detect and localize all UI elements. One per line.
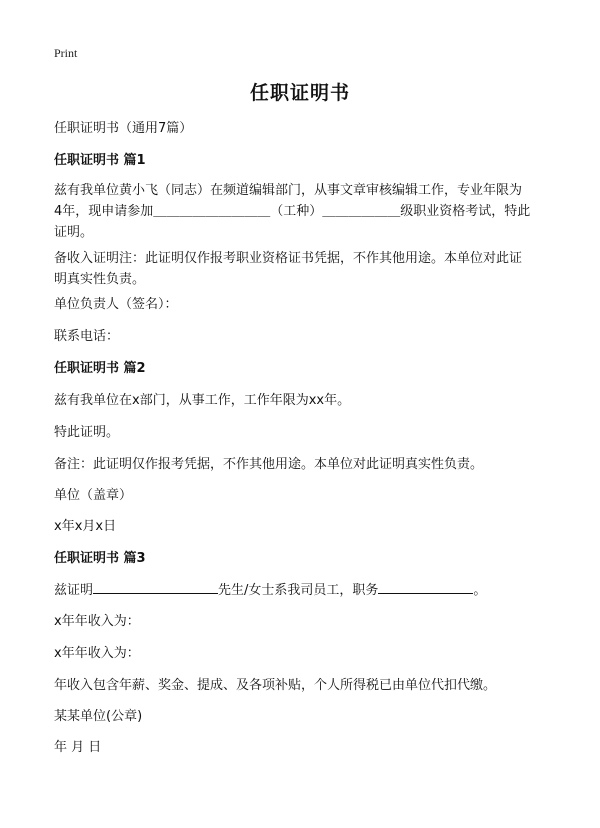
section-1-note-line-1: 备收入证明注：此证明仅作报考职业资格证书凭据，不作其他用途。本单位对此证 <box>54 251 523 266</box>
cert-prefix: 兹证明 <box>54 583 94 598</box>
document-subtitle: 任职证明书（通用7篇） <box>54 121 193 136</box>
section-3-income-line-1: x年年收入为： <box>54 614 140 629</box>
section-1-paragraph-line-1: 兹有我单位黄小飞（同志）在频道编辑部门，从事文章审核编辑工作，专业年限为 <box>54 183 523 198</box>
print-label[interactable]: Print <box>54 46 78 60</box>
section-2-heading: 任职证明书 篇2 <box>54 361 146 376</box>
name-blank[interactable] <box>93 579 218 594</box>
section-3-income-line-2: x年年收入为： <box>54 646 140 661</box>
document-title: 任职证明书 <box>249 82 350 104</box>
section-2-paragraph-1: 兹有我单位在x部门，从事工作，工作年限为xx年。 <box>54 393 351 408</box>
section-1-signature: 单位负责人（签名）： <box>54 297 178 312</box>
section-2-date: x年x月x日 <box>54 519 117 534</box>
section-1-paragraph-line-2: 4年，现申请参加＿＿＿＿＿＿＿＿＿（工种）＿＿＿＿＿＿级职业资格考试，特此 <box>54 204 531 219</box>
section-2-stamp: 单位（盖章） <box>54 488 133 503</box>
section-1-note-line-2: 明真实性负责。 <box>54 272 146 287</box>
cert-suffix: 。 <box>473 583 487 598</box>
section-3-cert-line <box>54 579 554 601</box>
section-1-paragraph-line-3: 证明。 <box>54 225 94 240</box>
section-3-date: 年 月 日 <box>54 740 102 755</box>
cert-middle: 先生/女士系我司员工，职务 <box>218 583 379 598</box>
section-2-note: 备注：此证明仅作报考凭据，不作其他用途。本单位对此证明真实性负责。 <box>54 457 484 472</box>
section-1-phone: 联系电话： <box>54 329 120 344</box>
section-3-income-note: 年收入包含年薪、奖金、提成、及各项补贴，个人所得税已由单位代扣代缴。 <box>54 678 497 693</box>
section-3-company-seal: 某某单位(公章) <box>54 709 143 724</box>
position-blank[interactable] <box>378 579 473 594</box>
section-1-heading: 任职证明书 篇1 <box>54 153 146 168</box>
section-3-heading: 任职证明书 篇3 <box>54 551 146 566</box>
section-2-paragraph-2: 特此证明。 <box>54 425 120 440</box>
